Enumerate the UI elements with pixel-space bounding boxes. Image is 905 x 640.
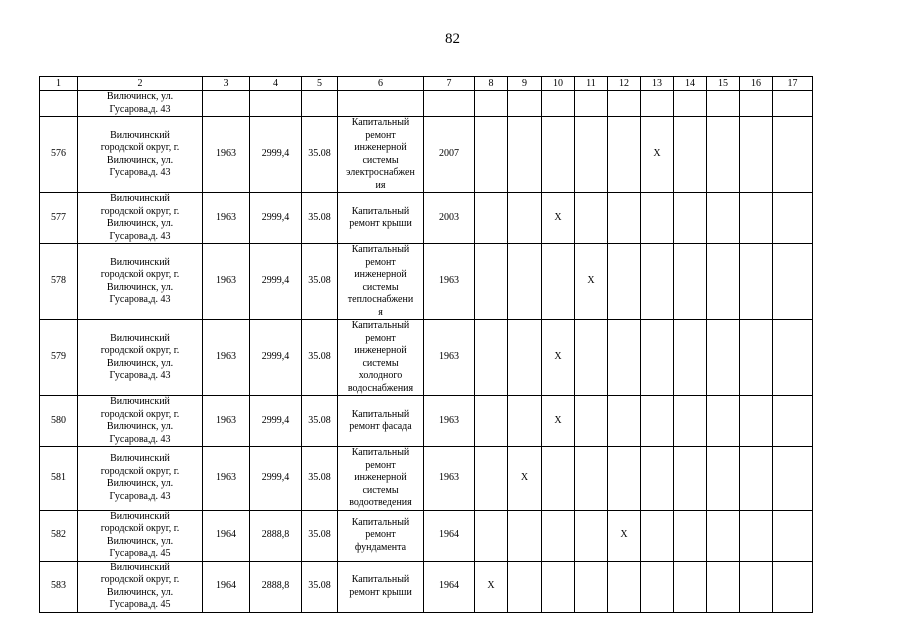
table-cell [674, 244, 707, 320]
table-cell [641, 91, 674, 117]
table-cell [773, 510, 813, 561]
table-cell: 1963 [203, 396, 250, 447]
table-cell [740, 561, 773, 612]
table-cell: Капитальный ремонт крыши [338, 193, 424, 244]
table-cell: Капитальный ремонт инженерной системы холодного водоснабжения [338, 320, 424, 396]
table-cell: Вилючинский городской округ, г. Вилючинск, ул. Гусарова,д. 43 [78, 320, 203, 396]
table-cell: 35.08 [302, 320, 338, 396]
table-cell: 2888,8 [250, 510, 302, 561]
table-cell: 580 [40, 396, 78, 447]
column-header-8: 8 [475, 77, 508, 91]
column-header-6: 6 [338, 77, 424, 91]
table-cell: Вилючинский городской округ, г. Вилючинск, ул. Гусарова,д. 45 [78, 561, 203, 612]
table-cell [740, 244, 773, 320]
table-cell: 578 [40, 244, 78, 320]
table-cell [674, 320, 707, 396]
column-header-11: 11 [575, 77, 608, 91]
page-number: 82 [445, 31, 460, 47]
column-header-10: 10 [542, 77, 575, 91]
table-cell [674, 117, 707, 193]
table-cell: 35.08 [302, 561, 338, 612]
table-cell: Капитальный ремонт инженерной системы электроснабжен ия [338, 117, 424, 193]
table-row [40, 193, 813, 244]
table-cell: 35.08 [302, 117, 338, 193]
table-cell: 577 [40, 193, 78, 244]
table-cell [608, 396, 641, 447]
table-cell [707, 320, 740, 396]
table-cell [575, 396, 608, 447]
table-cell: Вилючинский городской округ, г. Вилючинск, ул. Гусарова,д. 45 [78, 510, 203, 561]
table-cell [641, 561, 674, 612]
table-cell [575, 193, 608, 244]
table-cell: 35.08 [302, 244, 338, 320]
column-header-17: 17 [773, 77, 813, 91]
table-cell [203, 91, 250, 117]
table-cell [773, 117, 813, 193]
table-cell: Вилючинский городской округ, г. Вилючинск, ул. Гусарова,д. 43 [78, 193, 203, 244]
table-cell [608, 320, 641, 396]
table-cell: Вилючинский городской округ, г. Вилючинск, ул. Гусарова,д. 43 [78, 117, 203, 193]
table-cell: X [508, 447, 542, 511]
table-cell [773, 91, 813, 117]
table-cell [608, 447, 641, 511]
table-row [40, 561, 813, 612]
table-cell: 1963 [203, 244, 250, 320]
table-cell [641, 244, 674, 320]
table-cell: X [608, 510, 641, 561]
table-cell: 35.08 [302, 396, 338, 447]
table-cell [542, 447, 575, 511]
table-cell [740, 91, 773, 117]
table-cell [641, 447, 674, 511]
table-cell [542, 561, 575, 612]
table-cell: 1963 [203, 117, 250, 193]
table-cell [707, 396, 740, 447]
table-cell: 579 [40, 320, 78, 396]
table-row [40, 396, 813, 447]
table-cell [475, 91, 508, 117]
column-header-16: 16 [740, 77, 773, 91]
table-cell [707, 193, 740, 244]
table-cell: X [475, 561, 508, 612]
table-cell [707, 117, 740, 193]
table-cell: Вилючинский городской округ, г. Вилючинск, ул. Гусарова,д. 43 [78, 447, 203, 511]
table-cell [542, 117, 575, 193]
table-cell [773, 193, 813, 244]
repair-registry-table [39, 76, 813, 613]
table-cell [674, 510, 707, 561]
table-cell: 2999,4 [250, 320, 302, 396]
table-cell [608, 91, 641, 117]
table-row [40, 244, 813, 320]
table-cell [740, 396, 773, 447]
column-header-14: 14 [674, 77, 707, 91]
table-cell: 581 [40, 447, 78, 511]
table-cell: 1964 [203, 561, 250, 612]
table-cell [475, 193, 508, 244]
table-cell: 2888,8 [250, 561, 302, 612]
table-cell [773, 561, 813, 612]
table-cell: 35.08 [302, 193, 338, 244]
table-cell: 1963 [424, 396, 475, 447]
table-cell [475, 447, 508, 511]
table-cell [707, 510, 740, 561]
column-header-13: 13 [641, 77, 674, 91]
column-header-3: 3 [203, 77, 250, 91]
table-cell [475, 244, 508, 320]
table-cell: Капитальный ремонт фасада [338, 396, 424, 447]
table-cell [740, 117, 773, 193]
table-cell [475, 396, 508, 447]
table-row [40, 117, 813, 193]
table-cell [508, 193, 542, 244]
table-cell [674, 396, 707, 447]
table-cell [575, 561, 608, 612]
table-cell [641, 193, 674, 244]
column-header-9: 9 [508, 77, 542, 91]
table-cell [575, 447, 608, 511]
table-cell: 1963 [203, 447, 250, 511]
table-cell: X [542, 396, 575, 447]
table-cell [608, 117, 641, 193]
column-header-15: 15 [707, 77, 740, 91]
table-cell [740, 510, 773, 561]
table-cell [542, 244, 575, 320]
table-cell: Вилючинский городской округ, г. Вилючинск, ул. Гусарова,д. 43 [78, 244, 203, 320]
table-row [40, 447, 813, 511]
table-cell: 2999,4 [250, 396, 302, 447]
table-cell: Капитальный ремонт инженерной системы водоотведения [338, 447, 424, 511]
table-cell: 2999,4 [250, 244, 302, 320]
table-cell [302, 91, 338, 117]
table-cell: X [542, 193, 575, 244]
table-cell: Вилючинский городской округ, г. Вилючинск, ул. Гусарова,д. 43 [78, 396, 203, 447]
table-cell [508, 396, 542, 447]
table-cell [674, 193, 707, 244]
table-cell: X [542, 320, 575, 396]
table-cell [674, 447, 707, 511]
column-header-7: 7 [424, 77, 475, 91]
table-cell: Капитальный ремонт инженерной системы теплоснабжени я [338, 244, 424, 320]
table-cell: X [575, 244, 608, 320]
table-cell: 2007 [424, 117, 475, 193]
table-cell [740, 447, 773, 511]
table-cell: 2999,4 [250, 193, 302, 244]
table-cell [575, 117, 608, 193]
table-cell [674, 561, 707, 612]
table-cell [575, 320, 608, 396]
table-cell [508, 561, 542, 612]
table-cell [641, 320, 674, 396]
table-cell [707, 244, 740, 320]
table-cell: 583 [40, 561, 78, 612]
column-header-12: 12 [608, 77, 641, 91]
table-cell [475, 117, 508, 193]
column-header-1: 1 [40, 77, 78, 91]
table-row [40, 320, 813, 396]
table-cell: 576 [40, 117, 78, 193]
table-cell [773, 320, 813, 396]
table-cell: 582 [40, 510, 78, 561]
table-cell [508, 320, 542, 396]
table-cell [40, 91, 78, 117]
column-header-2: 2 [78, 77, 203, 91]
column-header-4: 4 [250, 77, 302, 91]
table-cell [424, 91, 475, 117]
header-row [40, 77, 813, 91]
table-cell: 1963 [424, 244, 475, 320]
table-cell: X [641, 117, 674, 193]
table-cell: 1963 [203, 320, 250, 396]
table-cell: Вилючинск, ул. Гусарова,д. 43 [78, 91, 203, 117]
table-cell [641, 510, 674, 561]
table-cell [250, 91, 302, 117]
table-row [40, 510, 813, 561]
table-cell: 1964 [424, 561, 475, 612]
table-cell [707, 561, 740, 612]
table-cell [508, 117, 542, 193]
table-cell: 1964 [424, 510, 475, 561]
table-cell [674, 91, 707, 117]
table-cell: 1963 [424, 320, 475, 396]
table-row [40, 91, 813, 117]
table-cell [740, 320, 773, 396]
table-cell: 2999,4 [250, 447, 302, 511]
table-cell: Капитальный ремонт фундамента [338, 510, 424, 561]
table-cell [707, 447, 740, 511]
table-cell [338, 91, 424, 117]
table-cell [575, 91, 608, 117]
table-cell: 1963 [424, 447, 475, 511]
table-cell [740, 193, 773, 244]
table-cell: 2003 [424, 193, 475, 244]
table-cell [773, 244, 813, 320]
table-cell [542, 91, 575, 117]
table-cell [508, 510, 542, 561]
table-cell [508, 91, 542, 117]
table-cell [475, 510, 508, 561]
table-cell: 2999,4 [250, 117, 302, 193]
table-cell: 1963 [203, 193, 250, 244]
table-cell [508, 244, 542, 320]
table-cell: 1964 [203, 510, 250, 561]
table-cell [542, 510, 575, 561]
table-cell [608, 193, 641, 244]
table-cell [773, 447, 813, 511]
table-cell: 35.08 [302, 447, 338, 511]
table-cell [641, 396, 674, 447]
table-cell [475, 320, 508, 396]
table-cell [773, 396, 813, 447]
column-header-5: 5 [302, 77, 338, 91]
table-cell [707, 91, 740, 117]
table-cell [608, 244, 641, 320]
table-cell: 35.08 [302, 510, 338, 561]
table-cell: Капитальный ремонт крыши [338, 561, 424, 612]
table-cell [575, 510, 608, 561]
table-cell [608, 561, 641, 612]
